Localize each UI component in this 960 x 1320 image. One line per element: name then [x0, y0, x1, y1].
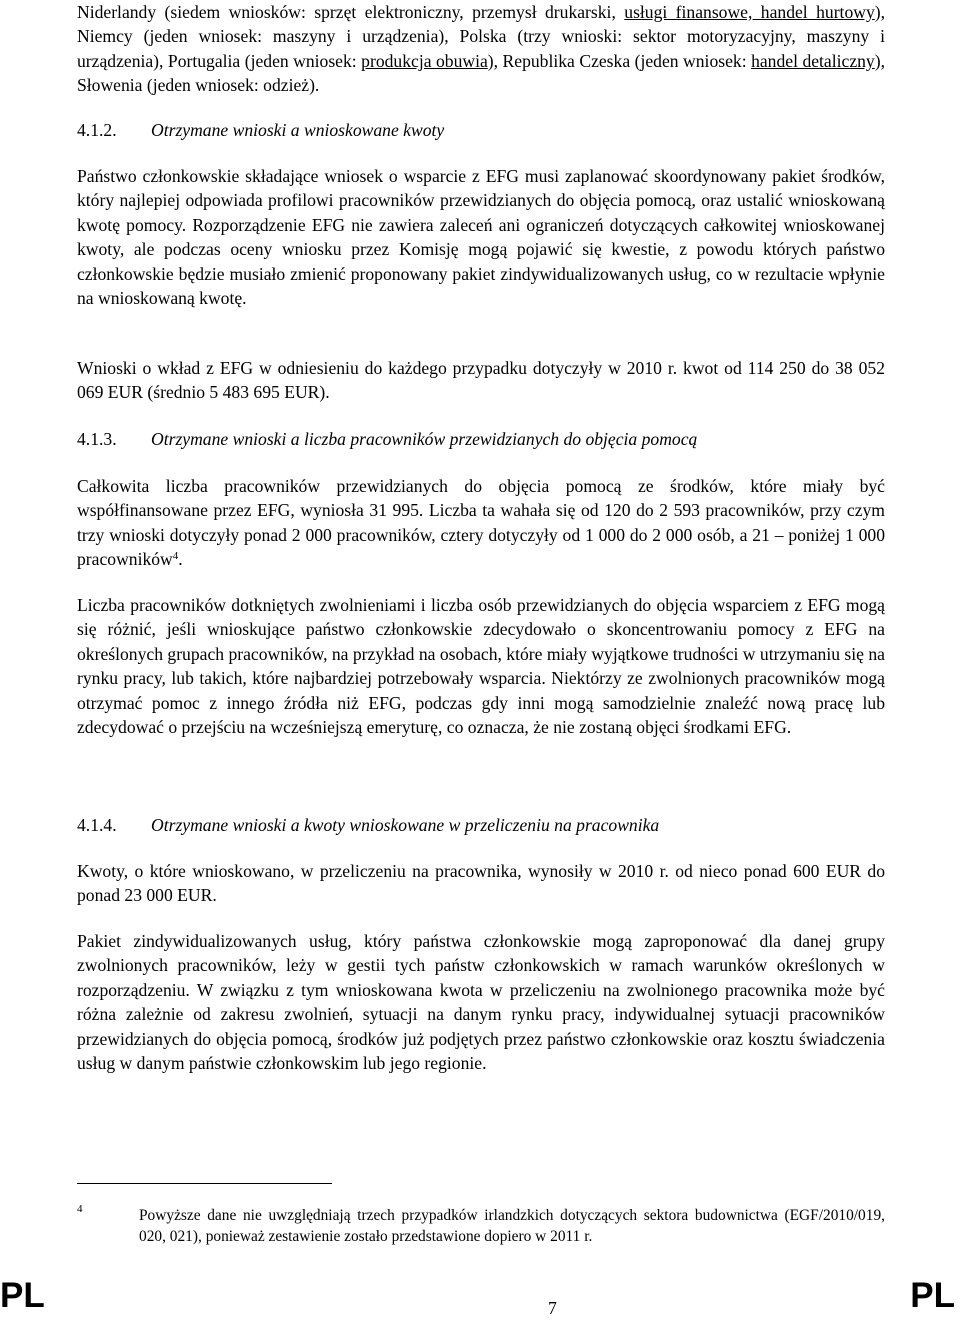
intro-text: ), Słowenia (jeden wniosek: odzież).: [77, 50, 885, 96]
intro-text: ), Niemcy (jeden wniosek: maszyny i urządzenia), Polska (trzy wnioski: sektor motoryzacyjny, maszyny i urządzenia), Portugalia (jeden wniosek:: [77, 2, 886, 71]
paragraph-text: .: [178, 549, 183, 570]
section-heading-414: [77, 813, 885, 837]
section-heading-412: [77, 118, 885, 142]
intro-paragraph: [77, 0, 885, 98]
paragraph-text: Całkowita liczba pracowników przewidzianych do objęcia pomocą ze środków, które miały być współfinansowane przez EFG, wyniosła 31 995. Liczba ta wahała się od 120 do 2 593 pracowników, przy czym trzy wnioski dotyczyły ponad 2 000 pracowników, cztery dotyczyły od 1 000 do 2 000 osób, a 21 – poniżej 1 000 pracowników: [77, 476, 885, 570]
paragraph: Wnioski o wkład z EFG w odniesieniu do każdego przypadku dotyczyły w 2010 r. kwot od 114 250 do 38 052 069 EUR (średnio 5 483 695 EUR).: [77, 358, 885, 403]
section-heading-413: [77, 427, 885, 451]
underlined-term: produkcja obuwia: [361, 50, 488, 71]
language-code-right: PL: [910, 1276, 955, 1315]
section-number: 4.1.4.: [77, 815, 117, 835]
underlined-term: handel detaliczny: [751, 50, 875, 71]
section-number: 4.1.2.: [77, 120, 117, 140]
underlined-term: usługi finansowe, handel hurtowy: [624, 2, 875, 22]
footnote-reference[interactable]: 4: [172, 550, 179, 563]
section-number: 4.1.3.: [77, 429, 117, 449]
intro-text: Niderlandy (siedem wniosków: sprzęt elektroniczny, przemysł drukarski,: [77, 2, 625, 22]
paragraph: Liczba pracowników dotkniętych zwolnieniami i liczba osób przewidzianych do objęcia wsparciem z EFG mogą się różnić, jeśli wnioskujące państwo członkowskie zdecydowało o skoncentrowaniu pomocy z EFG na określonych grupach pracowników, na przykład na osobach, które miały wyjątkowe trudności w utrzymaniu się na rynku pracy, lub takich, które najbardziej potrzebowały wsparcia. Niektórzy ze zwolnionych pracowników mogą otrzymać pomoc z innego źródła niż EFG, podczas gdy inni mogą samodzielnie znaleźć nową pracę lub zdecydować o przejściu na wcześniejszą emeryturę, co oznacza, że nie zostaną objęci środkami EFG.: [77, 595, 885, 738]
footnote-text: Powyższe dane nie uwzględniają trzech przypadków irlandzkich dotyczących sektora budownictwa (EGF/2010/019, 020, 021), ponieważ zestawienie zostało przedstawione dopiero w 2011 r.: [139, 1207, 885, 1245]
footnote-separator: [77, 1183, 332, 1184]
intro-text: ), Republika Czeska (jeden wniosek:: [487, 50, 752, 71]
section-title: Otrzymane wnioski a liczba pracowników przewidzianych do objęcia pomocą: [151, 429, 698, 449]
paragraph: Pakiet zindywidualizowanych usług, który państwa członkowskie mogą zaproponować dla danej grupy zwolnionych pracowników, leży w gestii tych państw członkowskich w ramach warunków określonych w rozporządzeniu. W związku z tym wnioskowana kwota w przeliczeniu na zwolnionego pracownika może być różna zależnie od zakresu zwolnień, sytuacji na danym rynku pracy, indywidualnej sytuacji pracowników przewidzianych do objęcia pomocą, środków już podjętych przez państwo członkowskie oraz kosztu świadczenia usług w danym państwie członkowskim lub jego regionie.: [77, 931, 885, 1074]
page-number: 7: [548, 1298, 557, 1318]
paragraph: Państwo członkowskie składające wniosek o wsparcie z EFG musi zaplanować skoordynowany pakiet środków, który najlepiej odpowiada profilowi pracowników przewidzianych do objęcia pomocą, oraz ustalić wnioskowaną kwotę pomocy. Rozporządzenie EFG nie zawiera zaleceń ani ograniczeń dotyczących całkowitej wnioskowanej kwoty, ale podczas oceny wniosku przez Komisję mogą pojawić się kwestie, z powodu których państwo członkowskie będzie musiało zmienić proponowany pakiet zindywidualizowanych usług, co w rezultacie wpłynie na wnioskowaną kwotę.: [77, 166, 885, 309]
section-title: Otrzymane wnioski a kwoty wnioskowane w przeliczeniu na pracownika: [151, 815, 660, 835]
section-title: Otrzymane wnioski a wnioskowane kwoty: [151, 120, 445, 140]
language-code-left: PL: [0, 1276, 45, 1315]
paragraph: [77, 474, 885, 572]
paragraph: Kwoty, o które wnioskowano, w przeliczeniu na pracownika, wynosiły w 2010 r. od nieco ponad 600 EUR do ponad 23 000 EUR.: [77, 861, 885, 906]
footnote-mark: 4: [77, 1203, 83, 1215]
